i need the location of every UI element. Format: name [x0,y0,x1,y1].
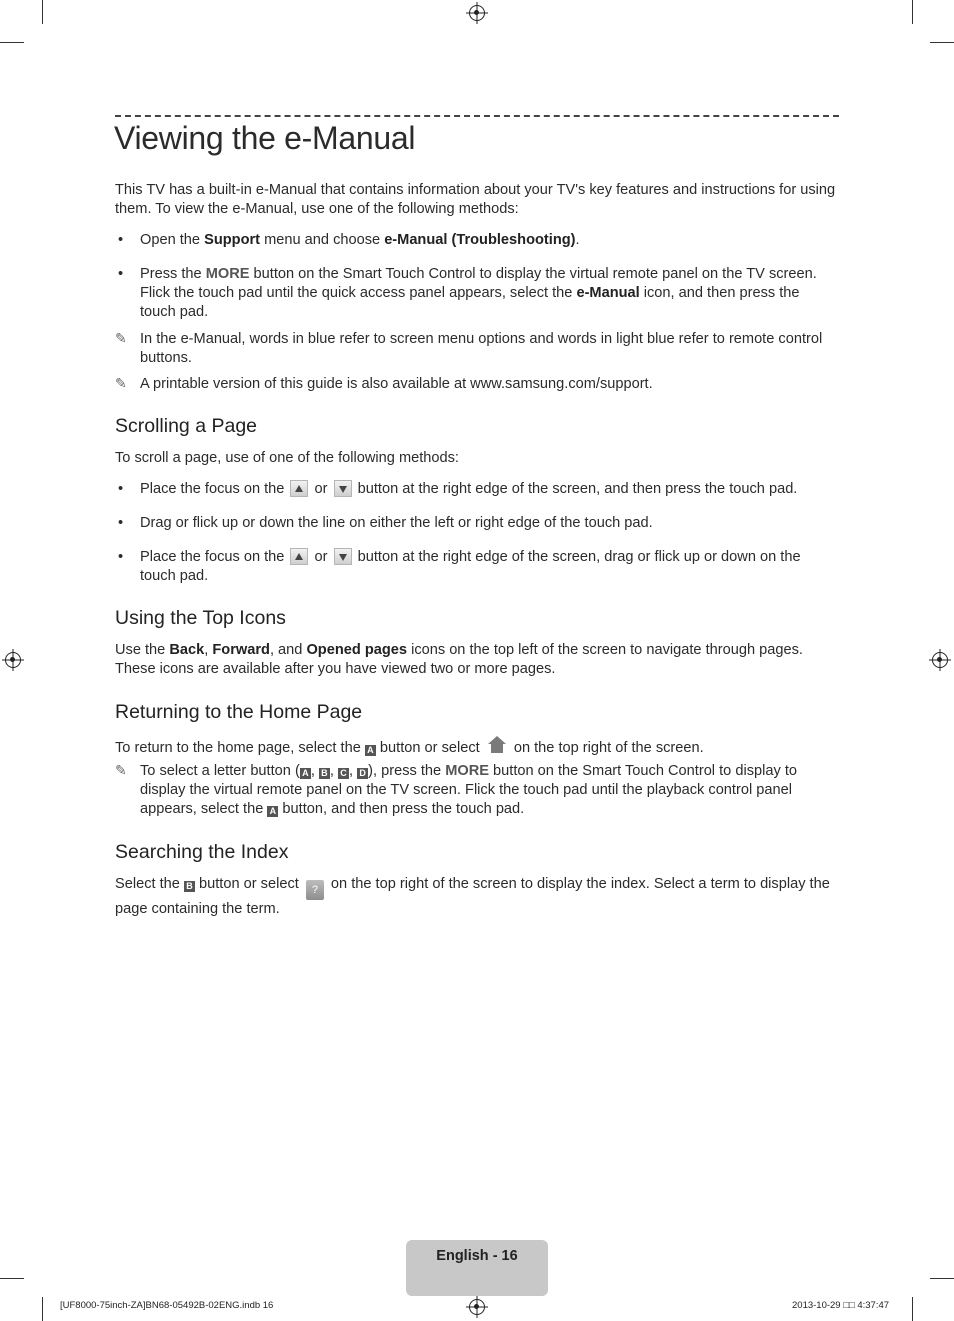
pencil-note-icon: ✎ [115,331,127,347]
index-paragraph: Select the B button or select ? on the top right of the screen to display the index. Select a term to display the page containing the term. [115,876,830,917]
list-item: • Place the focus on the or button at the right edge of the screen, and then press the touch pad. [115,480,839,499]
c-button-icon: C [338,768,349,779]
page-number: English - 16 [436,1248,518,1264]
note: ✎ To select a letter button ( A , B , C , D ), press the MORE button on the Smart Touch Control to display to display the virtual remote panel on the TV screen. Flick the touch pad until the playback control panel appears, select the A button, and then press the touch pad. [115,763,797,817]
intro-paragraph: This TV has a built-in e-Manual that contains information about your TV's key features and instructions for using them. To view the e-Manual, use one of the following methods: [115,182,836,217]
page-number-tab [406,1240,548,1296]
section-heading-scrolling: Scrolling a Page [115,415,258,437]
list-item: • Press the MORE button on the Smart Touch Control to display the virtual remote panel on the TV screen. Flick the touch pad until the quick access panel appears, select the e-Manual icon, and then press the touch pad. [115,265,839,322]
file-info: [UF8000-75inch-ZA]BN68-05492B-02ENG.indb 16 [60,1300,274,1311]
print-timestamp: 2013-10-29 □□ 4:37:47 [792,1300,890,1311]
index-icon: ? [306,880,324,900]
page-title: Viewing the e-Manual [114,120,416,156]
b-button-icon: B [184,881,195,892]
a-button-icon: A [267,806,278,817]
d-button-icon: D [357,768,368,779]
note: ✎ In the e-Manual, words in blue refer to screen menu options and words in light blue refer to remote control buttons. [115,331,823,366]
crop-mark [0,1278,24,1279]
crop-mark [42,0,43,24]
registration-mark-icon [469,5,485,21]
scroll-up-icon [290,480,308,497]
crop-mark [912,1297,913,1321]
b-button-icon: B [319,768,330,779]
registration-mark-icon [932,652,948,668]
main-content [115,181,839,919]
method-list [115,231,839,322]
scrolling-intro: To scroll a page, use of one of the following methods: [115,450,459,466]
home-icon [486,736,508,756]
list-item: • Drag or flick up or down the line on either the left or right edge of the touch pad. [115,514,839,533]
a-button-icon: A [300,768,311,779]
section-heading-home: Returning to the Home Page [115,701,363,723]
title-divider [115,115,839,117]
scrolling-list [115,480,839,586]
note: ✎ A printable version of this guide is also available at www.samsung.com/support. [115,376,653,392]
a-button-icon: A [365,745,376,756]
home-paragraph: To return to the home page, select the A button or select on the top right of the screen. [115,736,839,758]
crop-mark [912,0,913,24]
top-icons-paragraph: Use the Back, Forward, and Opened pages icons on the top left of the screen to navigate through pages. These icons are available after you have viewed two or more pages. [115,642,803,677]
scroll-up-icon [290,548,308,565]
crop-mark [0,42,24,43]
registration-mark-icon [469,1299,485,1315]
list-item: • Place the focus on the or button at the right edge of the screen, drag or flick up or down on the touch pad. [115,548,839,586]
section-heading-index: Searching the Index [115,841,289,863]
scroll-down-icon [334,480,352,497]
crop-mark [930,42,954,43]
list-item: • Open the Support menu and choose e-Manual (Troubleshooting). [115,231,839,250]
pencil-note-icon: ✎ [115,763,127,779]
pencil-note-icon: ✎ [115,376,127,392]
registration-mark-icon [5,652,21,668]
crop-mark [930,1278,954,1279]
section-heading-top-icons: Using the Top Icons [115,607,286,629]
scroll-down-icon [334,548,352,565]
crop-mark [42,1297,43,1321]
